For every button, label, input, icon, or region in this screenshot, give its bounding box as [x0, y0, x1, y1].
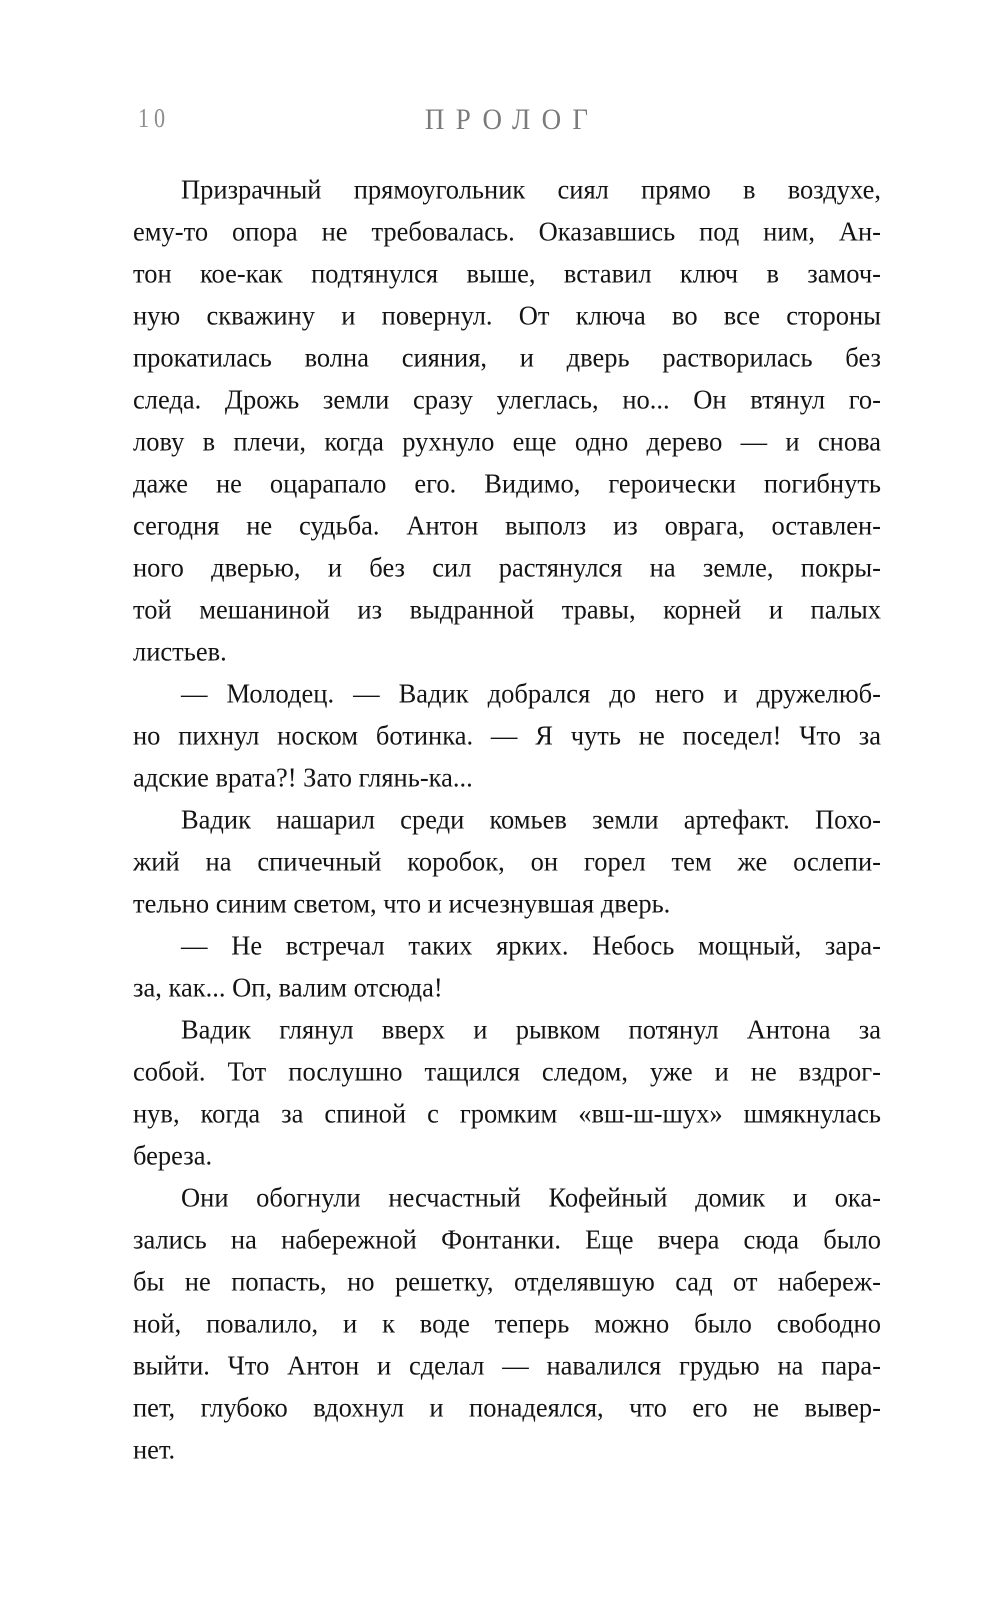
text-line: береза.: [133, 1139, 213, 1171]
text-line: но пихнул носком ботинка. — Я чуть не поседел! Что за: [133, 719, 881, 751]
text-line: адские врата?! Зато глянь-ка...: [133, 761, 473, 793]
text-line: Вадик нашарил среди комьев земли артефакт. Похо-: [181, 803, 881, 835]
text-line: ной, повалило, и к воде теперь можно было свободно: [133, 1307, 881, 1339]
running-head: [133, 103, 880, 137]
text-line: даже не оцарапало его. Видимо, героически погибнуть: [133, 467, 881, 499]
text-line: лову в плечи, когда рухнуло еще одно дерево — и снова: [133, 425, 881, 457]
chapter-header: ПРОЛОГ: [424, 103, 600, 136]
text-line: ного дверью, и без сил растянулся на земле, покры-: [133, 551, 881, 583]
text-line: листьев.: [133, 635, 227, 667]
page-number: 10: [138, 103, 170, 133]
text-line: зались на набережной Фонтанки. Еще вчера сюда было: [133, 1223, 881, 1255]
text-line: Призрачный прямоугольник сиял прямо в воздухе,: [181, 173, 881, 205]
text-line: — Не встречал таких ярких. Небось мощный, зара-: [181, 929, 881, 961]
text-line: ную скважину и повернул. От ключа во все стороны: [133, 299, 881, 331]
text-line: прокатилась волна сияния, и дверь растворилась без: [133, 341, 881, 373]
text-line: пет, глубоко вдохнул и понадеялся, что его не вывер-: [133, 1391, 881, 1423]
text-line: бы не попасть, но решетку, отделявшую сад от набереж-: [133, 1265, 881, 1297]
text-line: той мешаниной из выдранной травы, корней и палых: [133, 593, 881, 625]
text-line: сегодня не судьба. Антон выполз из оврага, оставлен-: [133, 509, 881, 541]
text-line: нет.: [133, 1433, 176, 1465]
text-line: собой. Тот послушно тащился следом, уже и не вздрог-: [133, 1055, 881, 1087]
text-line: Вадик глянул вверх и рывком потянул Антона за: [181, 1013, 881, 1045]
text-line: выйти. Что Антон и сделал — навалился грудью на пара-: [133, 1349, 881, 1381]
text-line: следа. Дрожь земли сразу улеглась, но... Он втянул го-: [133, 383, 881, 415]
text-line: ему-то опора не требовалась. Оказавшись под ним, Ан-: [133, 215, 881, 247]
text-line: тон кое-как подтянулся выше, вставил ключ в замоч-: [133, 257, 881, 289]
text-line: — Молодец. — Вадик добрался до него и дружелюб-: [181, 677, 881, 709]
text-line: нув, когда за спиной с громким «вш-ш-шух» шмякнулась: [133, 1097, 881, 1129]
text-line: Они обогнули несчастный Кофейный домик и ока-: [181, 1181, 881, 1213]
text-line: тельно синим светом, что и исчезнувшая дверь.: [133, 887, 671, 919]
text-line: за, как... Оп, валим отсюда!: [133, 971, 443, 1003]
text-line: жий на спичечный коробок, он горел тем же ослепи-: [133, 845, 881, 877]
text-block: [133, 168, 881, 1470]
